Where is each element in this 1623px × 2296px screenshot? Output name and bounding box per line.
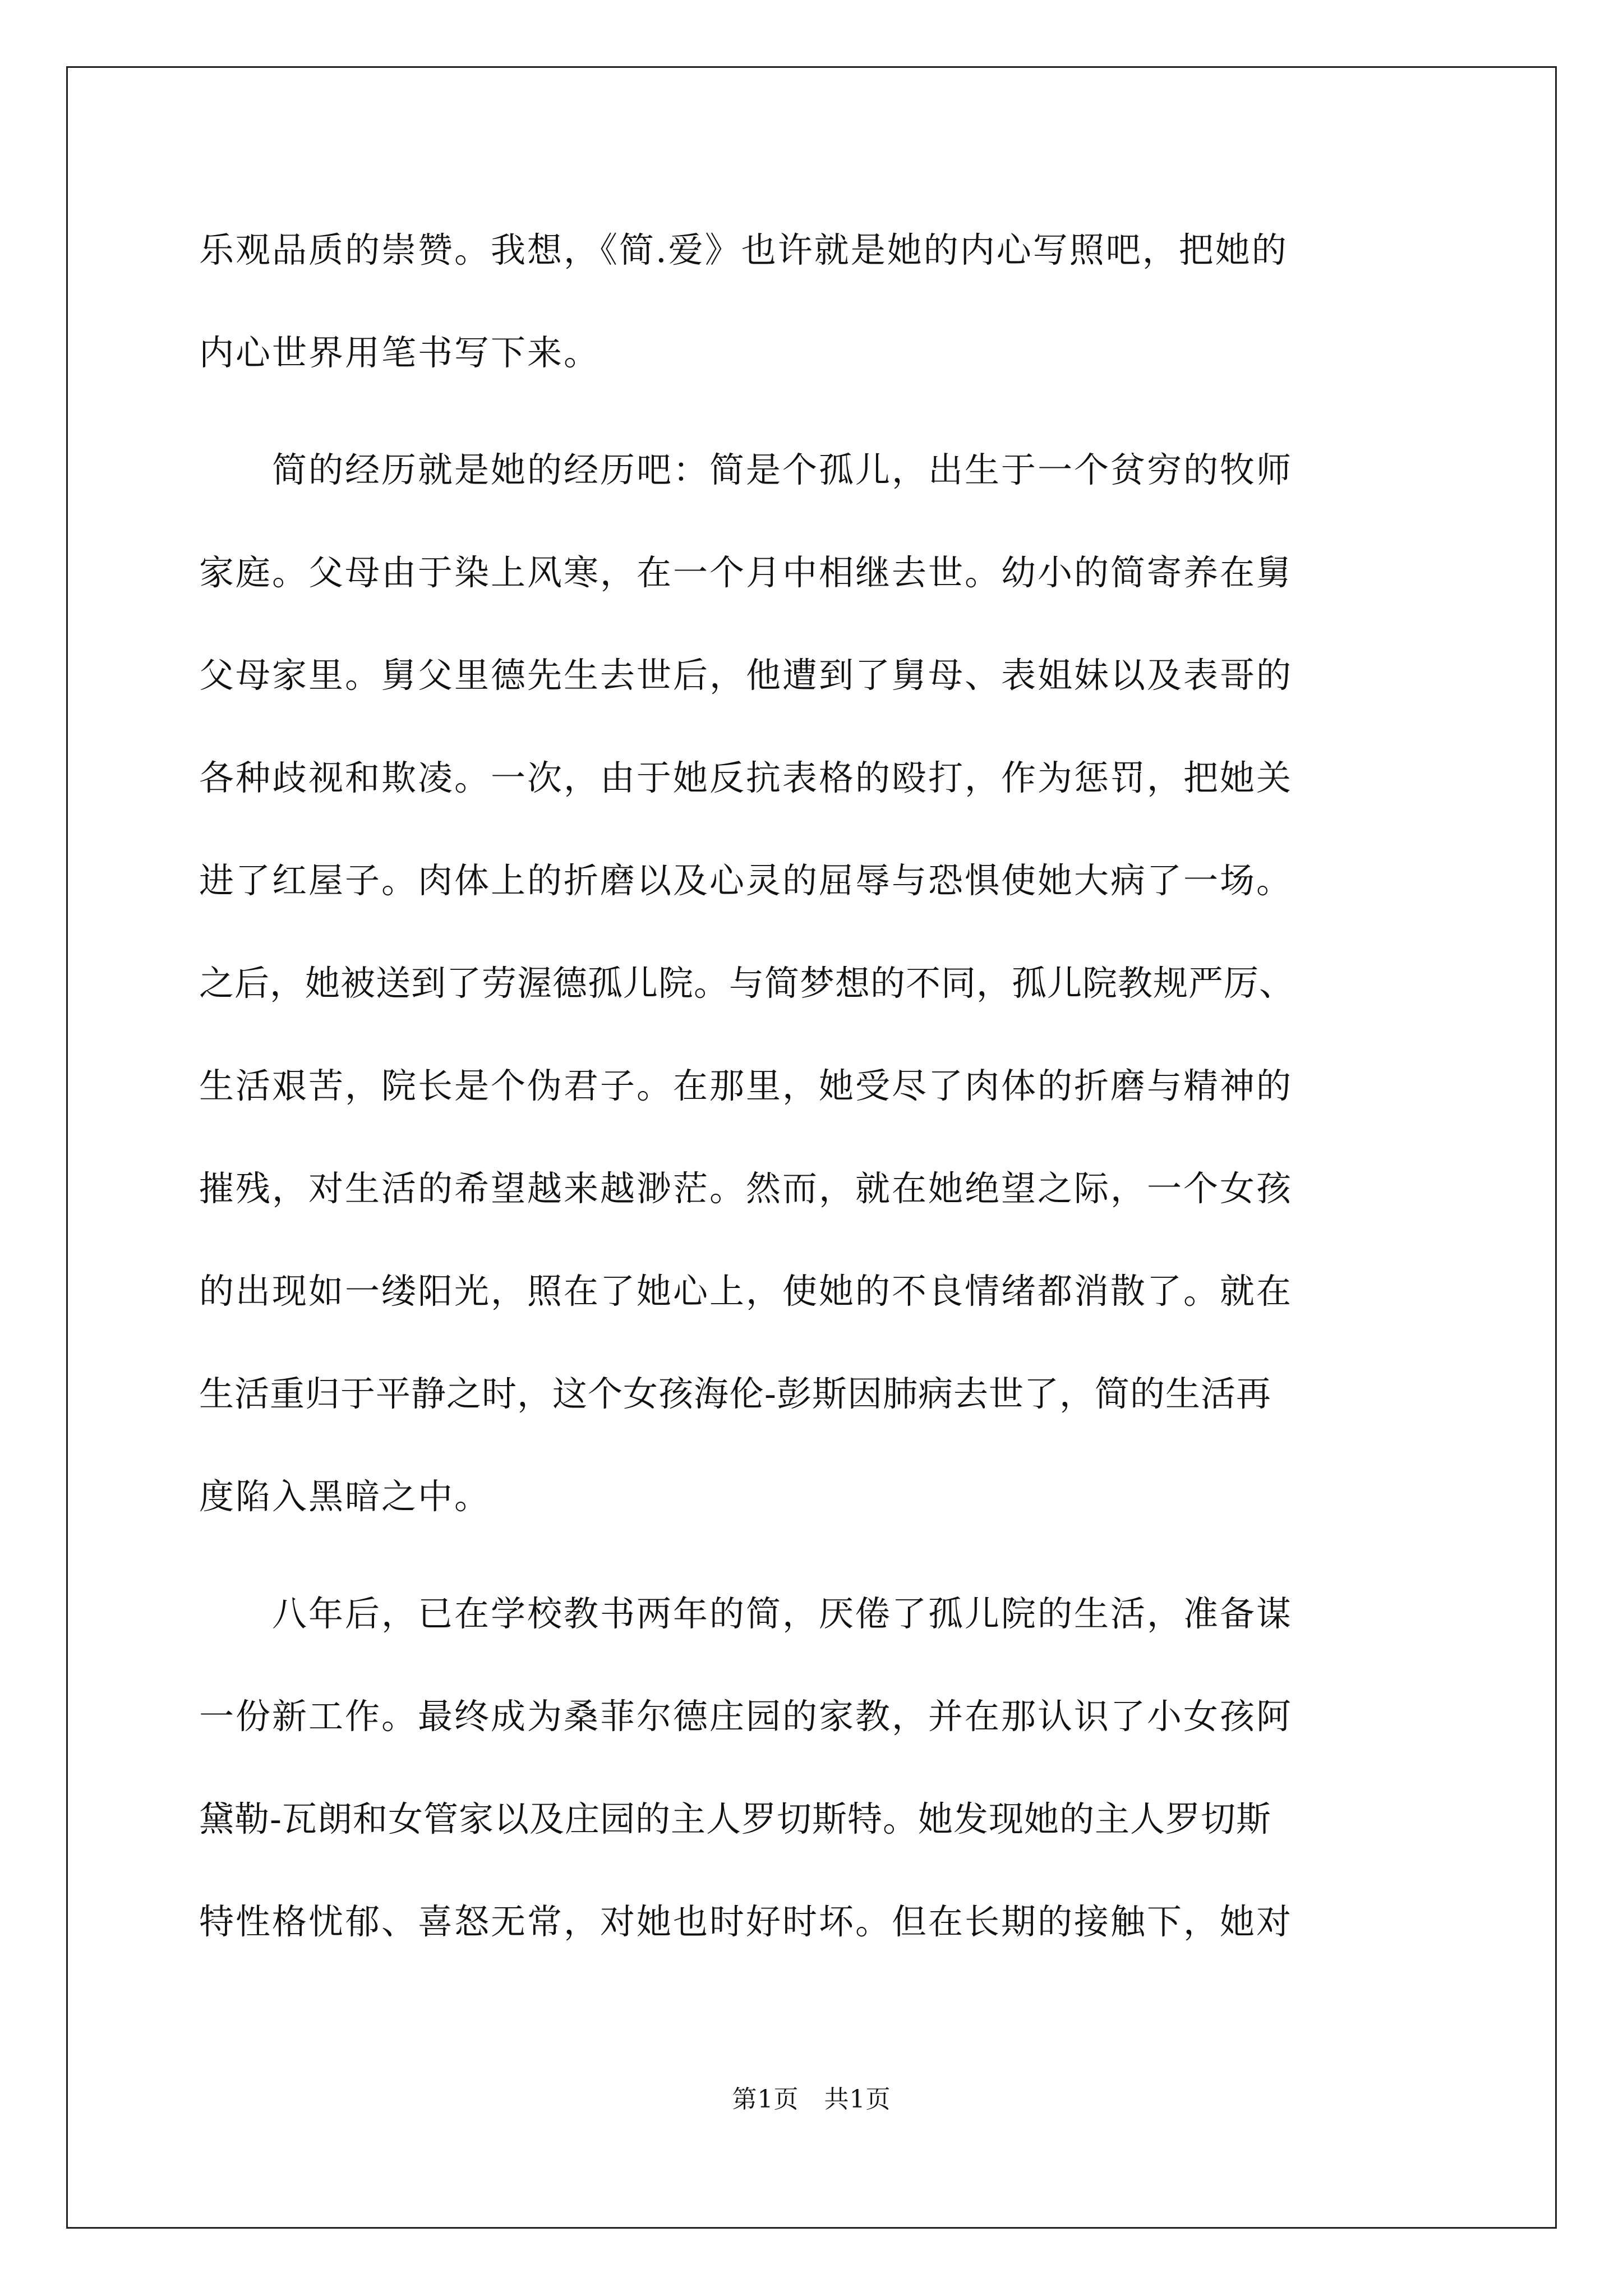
text-line: 度陷入黑暗之中。 [199,1476,491,1517]
text-line: 进了红屋子。肉体上的折磨以及心灵的屈辱与恐惧使她大病了一场。 [199,860,1293,901]
text-line: 父母家里。舅父里德先生去世后，他遭到了舅母、表姐妹以及表哥的 [199,655,1293,696]
page-number-footer: 第1页 共1页 [732,2085,891,2114]
text-line: 家庭。父母由于染上风寒，在一个月中相继去世。幼小的简寄养在舅 [199,552,1293,593]
text-line: 一份新工作。最终成为桑菲尔德庄园的家教，并在那认识了小女孩阿 [199,1696,1293,1737]
text-line: 内心世界用笔书写下来。 [199,332,601,373]
text-line: 黛勒-瓦朗和女管家以及庄园的主人罗切斯特。她发现她的主人罗切斯 [199,1798,1271,1839]
text-line: 之后，她被送到了劳渥德孤儿院。与简梦想的不同，孤儿院教规严厉、 [199,963,1295,1004]
text-line: 生活重归于平静之时，这个女孩海伦-彭斯因肺病去世了，简的生活再 [199,1373,1271,1414]
text-line: 八年后，已在学校教书两年的简，厌倦了孤儿院的生活，准备谋 [199,1593,1293,1634]
document-body [199,217,1441,1991]
text-line: 乐观品质的崇赞。我想，《简.爱》也许就是她的内心写照吧，把她的 [199,229,1288,270]
text-line: 特性格忧郁、喜怒无常，对她也时好时坏。但在长期的接触下，她对 [199,1901,1293,1942]
text-line: 简的经历就是她的经历吧：简是个孤儿，出生于一个贫穷的牧师 [199,449,1293,490]
text-line: 的出现如一缕阳光，照在了她心上，使她的不良情绪都消散了。就在 [199,1271,1293,1312]
text-line: 摧残，对生活的希望越来越渺茫。然而，就在她绝望之际，一个女孩 [199,1168,1293,1209]
text-line: 各种歧视和欺凌。一次，由于她反抗表格的殴打，作为惩罚，把她关 [199,757,1293,798]
text-line: 生活艰苦，院长是个伪君子。在那里，她受尽了肉体的折磨与精神的 [199,1065,1293,1106]
